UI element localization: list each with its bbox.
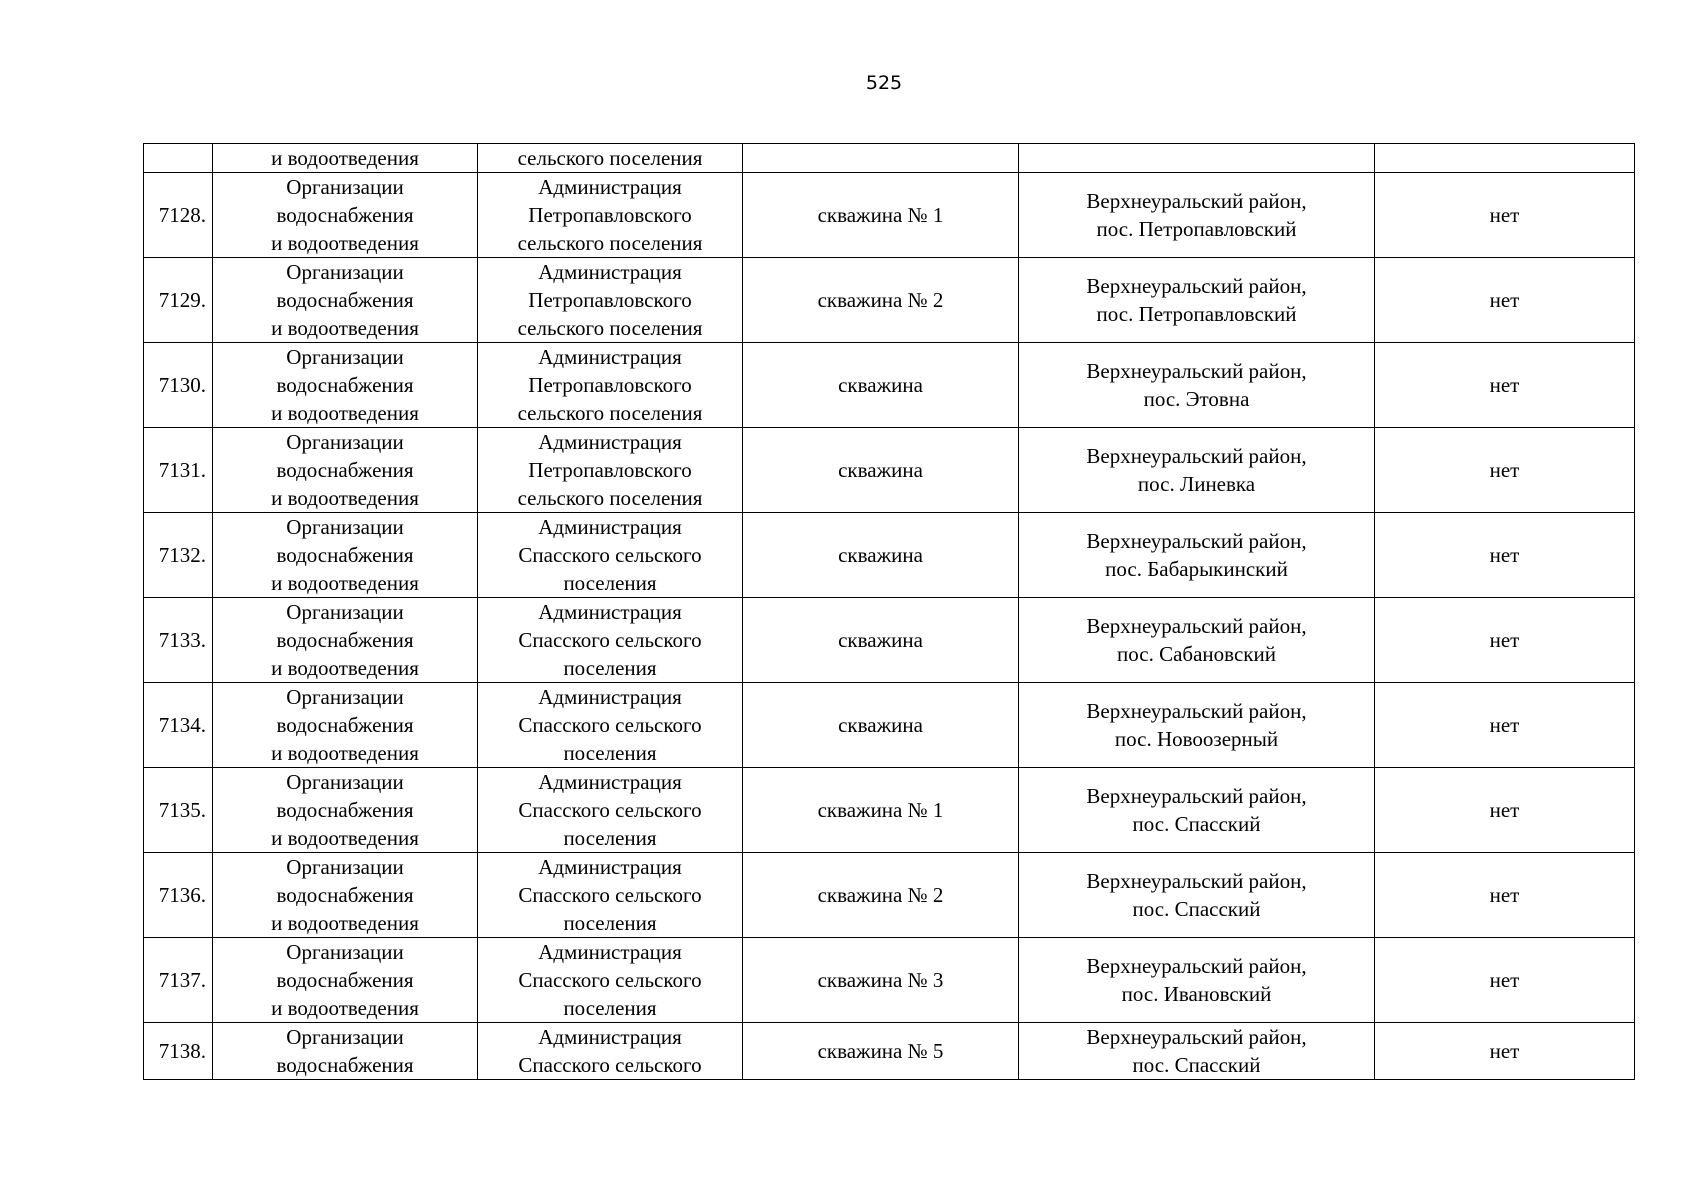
cell-location-text: Верхнеуральский район, пос. Спасский — [1086, 784, 1307, 836]
cell-location-text: Верхнеуральский район, пос. Этовна — [1086, 359, 1307, 411]
cell-organization-text: Организации водоснабжения и водоотведения — [271, 345, 419, 425]
cell-number — [144, 768, 213, 853]
cell-organization — [213, 598, 478, 683]
cell-object — [743, 343, 1019, 428]
cell-number-text: 7135. — [158, 798, 206, 822]
cell-organization-text: Организации водоснабжения и водоотведения — [271, 685, 419, 765]
cell-object — [743, 428, 1019, 513]
cell-object-text: скважина № 1 — [817, 798, 944, 822]
cell-flag-text: нет — [1489, 968, 1520, 992]
table-row — [144, 938, 1635, 1023]
cell-administration-text: Администрация Спасского сельского поселения — [518, 685, 702, 765]
cell-flag — [1375, 173, 1635, 258]
cell-flag-text: нет — [1489, 203, 1520, 227]
cell-flag — [1375, 343, 1635, 428]
cell-number-text: 7133. — [158, 628, 206, 652]
cell-object — [743, 853, 1019, 938]
cell-location — [1019, 853, 1375, 938]
cell-flag — [1375, 513, 1635, 598]
cell-location-text: Верхнеуральский район, пос. Петропавловский — [1086, 274, 1307, 326]
cell-object-text: скважина № 5 — [817, 1039, 944, 1063]
cell-location — [1019, 173, 1375, 258]
cell-number-text: 7136. — [158, 883, 206, 907]
cell-administration-text: Администрация Спасского сельского поселения — [518, 770, 702, 850]
cell-flag-text: нет — [1489, 458, 1520, 482]
cell-location-text: Верхнеуральский район, пос. Сабановский — [1086, 614, 1307, 666]
cell-number — [144, 853, 213, 938]
cell-organization — [213, 258, 478, 343]
cell-flag-text: нет — [1489, 288, 1520, 312]
cell-object-text: скважина № 3 — [817, 968, 944, 992]
cell-flag — [1375, 144, 1635, 173]
cell-organization — [213, 683, 478, 768]
cell-administration — [478, 343, 743, 428]
cell-location — [1019, 343, 1375, 428]
cell-administration — [478, 938, 743, 1023]
cell-object-text: скважина — [838, 458, 923, 482]
cell-flag-text: нет — [1489, 373, 1520, 397]
cell-number — [144, 173, 213, 258]
cell-object — [743, 598, 1019, 683]
cell-administration — [478, 598, 743, 683]
cell-flag-text: нет — [1489, 543, 1520, 567]
cell-location — [1019, 938, 1375, 1023]
page-number: 525 — [865, 72, 903, 94]
cell-object — [743, 768, 1019, 853]
cell-administration — [478, 853, 743, 938]
cell-flag-text: нет — [1489, 713, 1520, 737]
cell-location — [1019, 683, 1375, 768]
cell-object-text: скважина — [838, 628, 923, 652]
cell-location-text: Верхнеуральский район, пос. Петропавловский — [1086, 189, 1307, 241]
cell-organization — [213, 938, 478, 1023]
table-row — [144, 768, 1635, 853]
cell-organization-text: Организации водоснабжения и водоотведения — [271, 515, 419, 595]
cell-number — [144, 428, 213, 513]
cell-flag — [1375, 598, 1635, 683]
table-row — [144, 343, 1635, 428]
table-row — [144, 428, 1635, 513]
cell-location-text: Верхнеуральский район, пос. Новоозерный — [1086, 699, 1307, 751]
table-row — [144, 853, 1635, 938]
cell-organization — [213, 173, 478, 258]
table-row — [144, 173, 1635, 258]
cell-organization — [213, 768, 478, 853]
cell-number-text: 7129. — [158, 288, 206, 312]
cell-number-text: 7138. — [158, 1039, 206, 1063]
cell-administration-text: Администрация Спасского сельского поселения — [518, 600, 702, 680]
cell-location — [1019, 1023, 1375, 1080]
cell-number-text: 7128. — [158, 203, 206, 227]
cell-number-text: 7132. — [158, 543, 206, 567]
cell-location — [1019, 768, 1375, 853]
cell-administration-text: Администрация Спасского сельского поселения — [518, 855, 702, 935]
cell-number — [144, 598, 213, 683]
cell-flag — [1375, 428, 1635, 513]
cell-number-text: 7130. — [158, 373, 206, 397]
cell-number — [144, 683, 213, 768]
cell-administration — [478, 513, 743, 598]
cell-administration — [478, 683, 743, 768]
cell-number — [144, 513, 213, 598]
table-row — [144, 513, 1635, 598]
cell-location-text: Верхнеуральский район, пос. Линевка — [1086, 444, 1307, 496]
cell-organization-text: Организации водоснабжения и водоотведения — [271, 260, 419, 340]
cell-object — [743, 144, 1019, 173]
cell-number-text: 7137. — [158, 968, 206, 992]
cell-administration — [478, 768, 743, 853]
cell-administration — [478, 258, 743, 343]
cell-flag — [1375, 768, 1635, 853]
table-row — [144, 598, 1635, 683]
cell-flag-text: нет — [1489, 883, 1520, 907]
cell-administration — [478, 173, 743, 258]
cell-flag-text: нет — [1489, 628, 1520, 652]
cell-location — [1019, 144, 1375, 173]
cell-administration-text: Администрация Спасского сельского поселения — [518, 940, 702, 1020]
cell-number-text: 7131. — [158, 458, 206, 482]
cell-administration — [478, 428, 743, 513]
cell-object — [743, 173, 1019, 258]
cell-object-text: скважина № 1 — [817, 203, 944, 227]
cell-flag — [1375, 938, 1635, 1023]
cell-object — [743, 1023, 1019, 1080]
cell-organization-text: Организации водоснабжения и водоотведения — [271, 855, 419, 935]
cell-location-text: Верхнеуральский район, пос. Ивановский — [1086, 954, 1307, 1006]
cell-organization — [213, 343, 478, 428]
cell-organization-text: Организации водоснабжения и водоотведения — [271, 770, 419, 850]
cell-organization-text: Организации водоснабжения и водоотведения — [271, 175, 419, 255]
cell-object-text: скважина № 2 — [817, 288, 944, 312]
cell-object — [743, 513, 1019, 598]
cell-object — [743, 258, 1019, 343]
table-row-continuation — [144, 144, 1635, 173]
cell-organization-text: Организации водоснабжения — [276, 1025, 414, 1077]
cell-administration: сельского поселения — [478, 144, 743, 173]
table-row — [144, 258, 1635, 343]
cell-organization-text: Организации водоснабжения и водоотведения — [271, 430, 419, 510]
cell-object-text: скважина — [838, 713, 923, 737]
cell-location-text: Верхнеуральский район, пос. Спасский — [1086, 869, 1307, 921]
cell-administration — [478, 1023, 743, 1080]
cell-organization — [213, 853, 478, 938]
table-row — [144, 683, 1635, 768]
table-row — [144, 1023, 1635, 1080]
cell-number-text: 7134. — [158, 713, 206, 737]
cell-organization-text: Организации водоснабжения и водоотведения — [271, 600, 419, 680]
cell-location-text: Верхнеуральский район, пос. Бабарыкинский — [1086, 529, 1307, 581]
cell-number — [144, 144, 213, 173]
cell-location-text: Верхнеуральский район, пос. Спасский — [1086, 1025, 1307, 1077]
cell-number — [144, 1023, 213, 1080]
cell-administration-text: Администрация Петропавловского сельского поселения — [517, 345, 703, 425]
cell-object-text: скважина № 2 — [817, 883, 944, 907]
cell-location — [1019, 598, 1375, 683]
cell-location — [1019, 513, 1375, 598]
cell-administration-text: Администрация Петропавловского сельского поселения — [517, 430, 703, 510]
cell-flag — [1375, 853, 1635, 938]
cell-flag — [1375, 258, 1635, 343]
cell-flag-text: нет — [1489, 1039, 1520, 1063]
cell-flag — [1375, 1023, 1635, 1080]
cell-administration-text: Администрация Петропавловского сельского поселения — [517, 260, 703, 340]
cell-flag — [1375, 683, 1635, 768]
cell-organization-text: Организации водоснабжения и водоотведения — [271, 940, 419, 1020]
cell-object-text: скважина — [838, 373, 923, 397]
cell-number — [144, 258, 213, 343]
cell-object — [743, 683, 1019, 768]
cell-number — [144, 938, 213, 1023]
cell-organization — [213, 513, 478, 598]
cell-location — [1019, 428, 1375, 513]
cell-organization: и водоотведения — [213, 144, 478, 173]
cell-administration-text: Администрация Спасского сельского — [518, 1025, 702, 1077]
cell-organization — [213, 1023, 478, 1080]
registry-table — [143, 143, 1635, 1080]
cell-location — [1019, 258, 1375, 343]
cell-flag-text: нет — [1489, 798, 1520, 822]
cell-administration-text: Администрация Петропавловского сельского поселения — [517, 175, 703, 255]
cell-organization — [213, 428, 478, 513]
cell-number — [144, 343, 213, 428]
cell-object — [743, 938, 1019, 1023]
cell-administration-text: Администрация Спасского сельского поселения — [518, 515, 702, 595]
cell-object-text: скважина — [838, 543, 923, 567]
